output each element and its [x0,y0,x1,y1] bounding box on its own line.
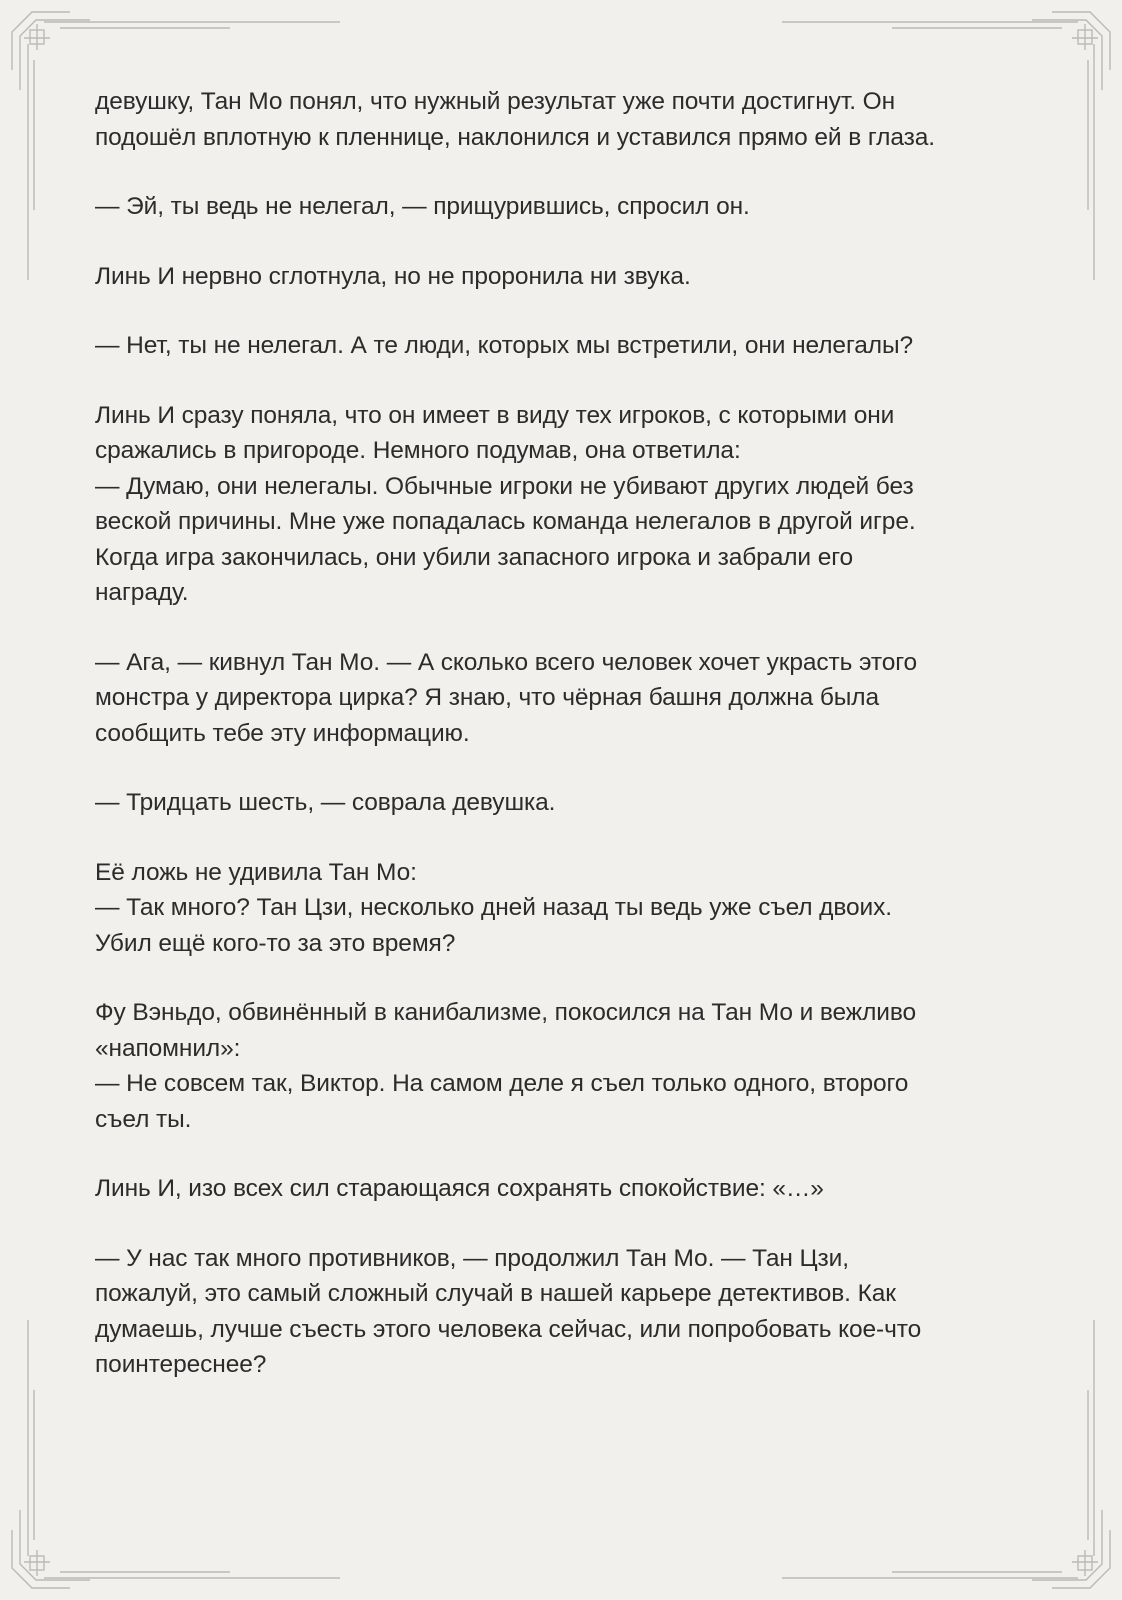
text-line: веской причины. Мне уже попадалась команда нелегалов в другой игре. [95,508,916,535]
text-line: — Думаю, они нелегалы. Обычные игроки не убивают других людей без [95,472,914,500]
text-line: девушку, Тан Мо понял, что нужный результат уже почти достигнут. Он [95,88,896,115]
text-line: съел ты. [95,1105,192,1133]
text-line: пожалуй, это самый сложный случай в нашей карьере детективов. Как [95,1280,896,1307]
text-line: — У нас так много противников, — продолжил Тан Мо. — Тан Цзи, [95,1244,849,1272]
text-line: — Ага, — кивнул Тан Мо. — А сколько всего человек хочет украсть этого [95,648,918,676]
text-line: Убил ещё кого-то за это время? [95,929,456,957]
paragraph [95,1171,1035,1207]
paragraph [95,328,1035,364]
paragraph [95,259,1035,295]
text-line: Линь И, изо всех сил старающаяся сохранять спокойствие: «…» [95,1175,824,1202]
text-line: — Нет, ты не нелегал. А те люди, которых мы встретили, они нелегалы? [95,332,914,359]
paragraph [95,855,1035,962]
text-line: Фу Вэньдо, обвинённый в канибализме, покосился на Тан Мо и вежливо [95,999,917,1026]
paragraph [95,189,1035,225]
text-line: — Не совсем так, Виктор. На самом деле я съел только одного, второго [95,1070,909,1097]
text-line: «напомнил»: [95,1034,241,1062]
text-line: монстра у директора цирка? Я знаю, что чёрная башня должна была [95,684,880,711]
paragraph [95,84,1035,155]
text-line: Когда игра закончилась, они убили запасного игрока и забрали его [95,543,854,571]
paragraph [95,785,1035,821]
text-line: — Тридцать шесть, — соврала девушка. [95,789,556,816]
text-line: Линь И нервно сглотнула, но не проронила ни звука. [95,262,691,290]
paragraph [95,645,1035,752]
text-line: подошёл вплотную к пленнице, наклонился и уставился прямо ей в глаза. [95,123,935,151]
text-line: Линь И сразу поняла, что он имеет в виду тех игроков, с которыми они [95,401,895,429]
paragraph [95,995,1035,1137]
text-line: — Так много? Тан Цзи, несколько дней назад ты ведь уже съел двоих. [95,894,892,921]
text-line: награду. [95,579,189,606]
text-line: думаешь, лучше съесть этого человека сейчас, или попробовать кое-что [95,1315,922,1343]
body-text [95,84,1035,1417]
text-line: поинтереснее? [95,1351,267,1378]
text-line: сражались в пригороде. Немного подумав, она ответила: [95,437,741,464]
text-line: сообщить тебе эту информацию. [95,719,470,747]
text-line: — Эй, ты ведь не нелегал, — прищурившись, спросил он. [95,193,750,220]
paragraph [95,398,1035,611]
text-line: Её ложь не удивила Тан Мо: [95,858,417,886]
paragraph [95,1241,1035,1383]
